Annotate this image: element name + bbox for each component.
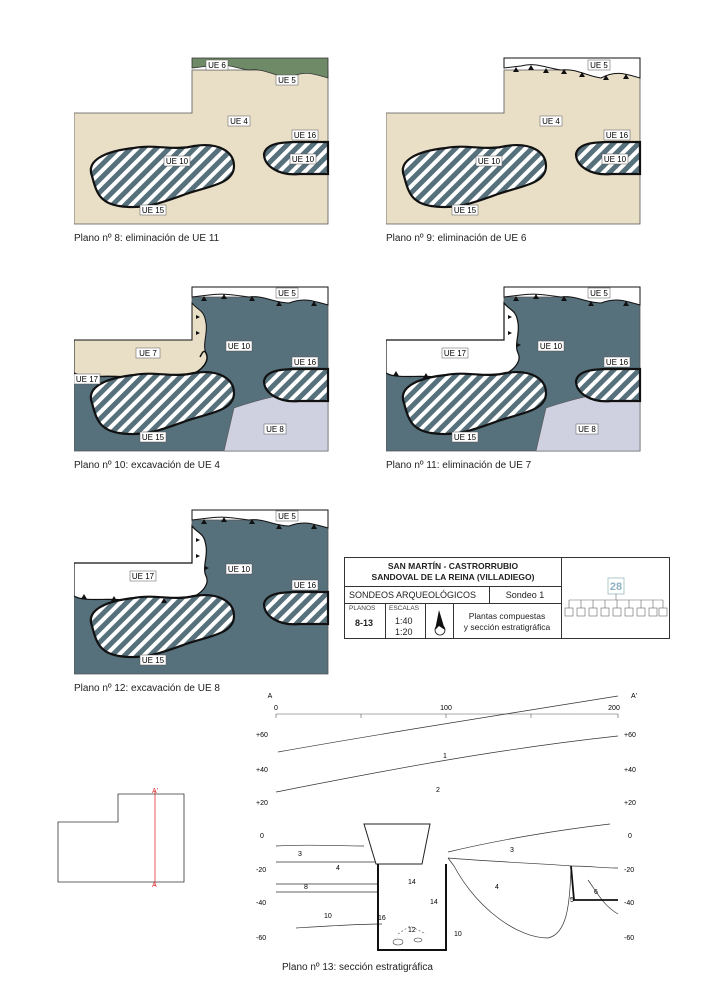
plan10-label-ue16: UE 16 xyxy=(293,358,317,367)
y-tick-right-60: +60 xyxy=(624,732,636,739)
y-tick-left-20: +20 xyxy=(256,800,268,807)
plan8-label-ue4: UE 4 xyxy=(230,117,248,126)
plan-8 xyxy=(74,56,330,226)
section-endpoint-left: A xyxy=(267,693,273,700)
plan9-label-ue15: UE 15 xyxy=(453,206,477,215)
layer-label-1: 1 xyxy=(443,753,447,760)
y-tick-right-m40: -40 xyxy=(624,900,635,907)
minimap-label-bottom: A xyxy=(152,882,157,888)
plan11-label-ue16: UE 16 xyxy=(605,358,629,367)
plan9-label-ue16: UE 16 xyxy=(605,131,629,140)
layer-label-14b: 14 xyxy=(430,899,438,906)
north-arrow-icon xyxy=(431,608,451,641)
plan10-label-ue8: UE 8 xyxy=(266,425,284,434)
plan11-label-ue17: UE 17 xyxy=(443,349,467,358)
plan10-label-ue10: UE 10 xyxy=(227,342,251,351)
description-line-2: y sección estratigráfica xyxy=(463,622,551,632)
site-line-1: SAN MARTÍN - CASTRORRUBIO xyxy=(387,561,519,571)
plan9-label-ue4: UE 4 xyxy=(542,117,560,126)
plan9-label-ue10b: UE 10 xyxy=(603,155,627,164)
y-tick-left-60: +60 xyxy=(256,732,268,739)
plan9-label-ue10a: UE 10 xyxy=(477,157,501,166)
plan8-label-ue5: UE 5 xyxy=(278,76,296,85)
layer-label-8: 8 xyxy=(304,884,308,891)
site-line-2: SANDOVAL DE LA REINA (VILLADIEGO) xyxy=(371,572,535,582)
minimap-label-top: A' xyxy=(152,788,159,795)
plan12-label-ue5: UE 5 xyxy=(278,512,296,521)
y-tick-right-m60: -60 xyxy=(624,935,635,942)
project-name: SONDEOS ARQUEOLÓGICOS xyxy=(349,590,477,600)
planos-value: 8-13 xyxy=(355,618,374,628)
section-caption: Plano nº 13: sección estratigráfica xyxy=(282,962,433,973)
layer-label-4a: 4 xyxy=(336,865,340,872)
x-tick-200: 200 xyxy=(608,705,620,712)
layer-label-10b: 10 xyxy=(454,931,462,938)
x-tick-100: 100 xyxy=(440,705,452,712)
layer-label-10a: 10 xyxy=(324,913,332,920)
layer-label-6: 6 xyxy=(594,889,598,896)
sheet-number: 28 xyxy=(609,581,623,593)
x-tick-0: 0 xyxy=(274,705,278,712)
plan12-label-ue15: UE 15 xyxy=(141,656,165,665)
plan-9 xyxy=(386,56,642,226)
planos-label: PLANOS xyxy=(349,605,376,612)
plan-10-caption: Plano nº 10: excavación de UE 4 xyxy=(74,460,220,471)
title-block xyxy=(344,557,670,639)
plan-9-caption: Plano nº 9: eliminación de UE 6 xyxy=(386,233,527,244)
layer-label-3a: 3 xyxy=(298,851,302,858)
plan10-label-ue17: UE 17 xyxy=(75,375,99,384)
plan-10 xyxy=(74,283,330,453)
plan-12-caption: Plano nº 12: excavación de UE 8 xyxy=(74,683,220,694)
plan8-label-ue10a: UE 10 xyxy=(165,157,189,166)
layer-label-4b: 4 xyxy=(495,884,499,891)
plan11-label-ue5: UE 5 xyxy=(590,289,608,298)
sheet-index xyxy=(563,558,669,638)
section-location-map xyxy=(56,788,188,893)
stratigraphic-section xyxy=(248,688,644,956)
y-tick-left-m60: -60 xyxy=(256,935,267,942)
scale-2: 1:20 xyxy=(395,627,413,637)
layer-label-16: 16 xyxy=(378,915,386,922)
plan8-label-ue15: UE 15 xyxy=(141,206,165,215)
description-line-1: Plantas compuestas xyxy=(468,611,546,621)
plan12-label-ue17: UE 17 xyxy=(131,572,155,581)
plan-11-caption: Plano nº 11: eliminación de UE 7 xyxy=(386,460,532,471)
scale-1: 1:40 xyxy=(395,616,413,626)
plan10-label-ue15: UE 15 xyxy=(141,433,165,442)
y-tick-left-40: +40 xyxy=(256,767,268,774)
plan12-label-ue16: UE 16 xyxy=(293,581,317,590)
plan8-label-ue10b: UE 10 xyxy=(291,155,315,164)
plan8-label-ue6: UE 6 xyxy=(208,61,226,70)
y-tick-right-20: +20 xyxy=(624,800,636,807)
layer-label-14a: 14 xyxy=(408,879,416,886)
plan10-label-ue5: UE 5 xyxy=(278,289,296,298)
y-tick-right-m20: -20 xyxy=(624,867,635,874)
plan-8-caption: Plano nº 8: eliminación de UE 11 xyxy=(74,233,220,244)
sondeo-label: Sondeo 1 xyxy=(505,590,545,600)
plan-12 xyxy=(74,506,330,676)
section-endpoint-right: A' xyxy=(630,693,638,700)
y-tick-right-40: +40 xyxy=(624,767,636,774)
layer-label-5: 5 xyxy=(570,897,574,904)
plan11-label-ue8: UE 8 xyxy=(578,425,596,434)
plan8-label-ue16: UE 16 xyxy=(293,131,317,140)
y-tick-left-m40: -40 xyxy=(256,900,267,907)
plan9-label-ue5: UE 5 xyxy=(590,61,608,70)
plan11-label-ue15: UE 15 xyxy=(453,433,477,442)
layer-label-2: 2 xyxy=(436,787,440,794)
plan11-label-ue10: UE 10 xyxy=(539,342,563,351)
y-tick-right-0: 0 xyxy=(628,833,632,840)
escalas-label: ESCALAS xyxy=(389,605,419,612)
plan10-label-ue7: UE 7 xyxy=(139,349,157,358)
y-tick-left-m20: -20 xyxy=(256,867,267,874)
layer-label-3b: 3 xyxy=(510,847,514,854)
y-tick-left-0: 0 xyxy=(260,833,264,840)
north-mark: N xyxy=(437,629,443,635)
layer-label-12: 12 xyxy=(408,927,416,934)
plan-11 xyxy=(386,283,642,453)
plan12-label-ue10: UE 10 xyxy=(227,565,251,574)
